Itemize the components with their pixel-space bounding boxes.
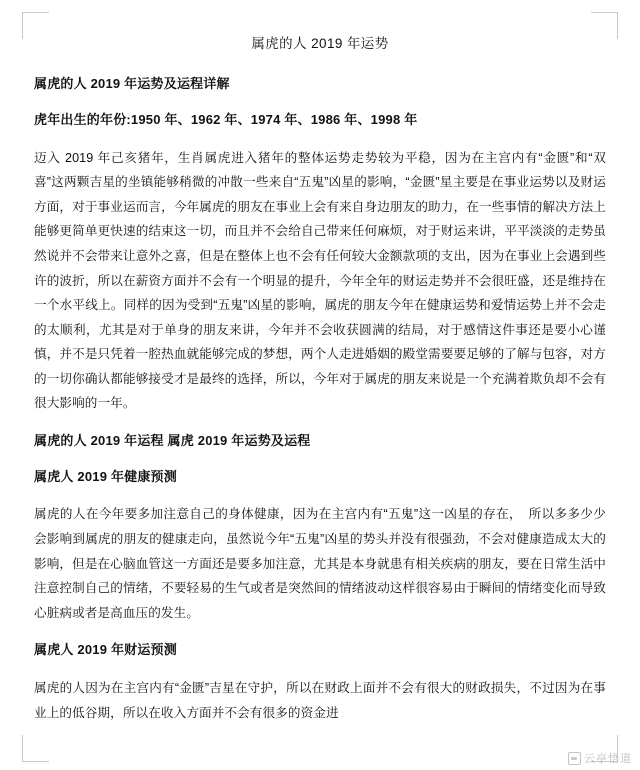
section-heading-wealth: 属虎人 2019 年财运预测 [34, 642, 177, 658]
watermark-text: 云亭悟道 [584, 753, 632, 765]
section-heading-fortune-course: 属虎的人 2019 年运程 属虎 2019 年运势及运程 [34, 432, 311, 448]
section-heading-overview: 属虎的人 2019 年运势及运程详解 [34, 76, 230, 92]
document-content [34, 34, 606, 739]
paragraph-overall-fortune: 迈入 2019 年己亥猪年，生肖属虎进入猪年的整体运势走势较为平稳，因为在主宫内有“金匮”和“双喜”这两颗吉星的坐镇能够稍微的冲散一些来自“五鬼”凶星的影响，“金匮”星主要是在事业运势以及财运方面，对于事业运而言，今年属虎的朋友在事业上会有来自身边朋友的助力，在一些事情的解决方法上能够更简单更快速的结束这一切，而且并不会给自己带来任何麻烦，对于财运来讲，平平淡淡的走势虽然说并不会带来让意外之喜，但是在整体上也不会有任何较大金额款项的支出，因为在事业上会遇到些许的波折，所以在薪资方面并不会有一个明显的提升，今年全年的财运走势并不会很旺盛，还是维持在一个水平线上。同样的因为受到“五鬼”凶星的影响，属虎的朋友今年在健康运势和爱情运势上并不会走的太顺利，尤其是对于单身的朋友来讲，今年并不会收获圆满的结局，对于感情这件事还是要小心谨慎，并不是只凭着一腔热血就能够完成的梦想，两个人走进婚姻的殿堂需要要足够的了解与包容，对方的一切你确认都能够接受才是最终的选择，所以，今年对于属虎的朋友来说是一个充满着欺负却不会有很大影响的一年。 [34, 150, 606, 411]
watermark [568, 750, 632, 766]
page-title: 属虎的人 2019 年运势 [251, 36, 389, 51]
section-heading-health: 属虎人 2019 年健康预测 [34, 468, 177, 484]
section-heading-birth-years: 虎年出生的年份:1950 年、1962 年、1974 年、1986 年、1998 年 [34, 112, 418, 128]
paragraph-health-forecast: 属虎的人在今年要多加注意自己的身体健康，因为在主宫内有“五鬼”这一凶星的存在， 所以多多少少会影响到属虎的朋友的健康走向，虽然说今年“五鬼”凶星的势头并没有很强劲，不会对健康造成太大的影响，但是在心脑血管这一方面还是要多加注意，尤其是本身就患有相关疾病的朋友，要在日常生活中注意控制自己的情绪，不要轻易的生气或者是突然间的情绪波动这样很容易由于瞬间的情绪变化而导致心脏病或者是高血压的发生。 [34, 507, 606, 620]
watermark-icon [568, 752, 581, 765]
paragraph-wealth-forecast: 属虎的人因为在主宫内有“金匮”吉星在守护，所以在财政上面并不会有很大的财政损失，不过因为在事业上的低谷期，所以在收入方面并不会有很多的资金进 [34, 680, 606, 720]
